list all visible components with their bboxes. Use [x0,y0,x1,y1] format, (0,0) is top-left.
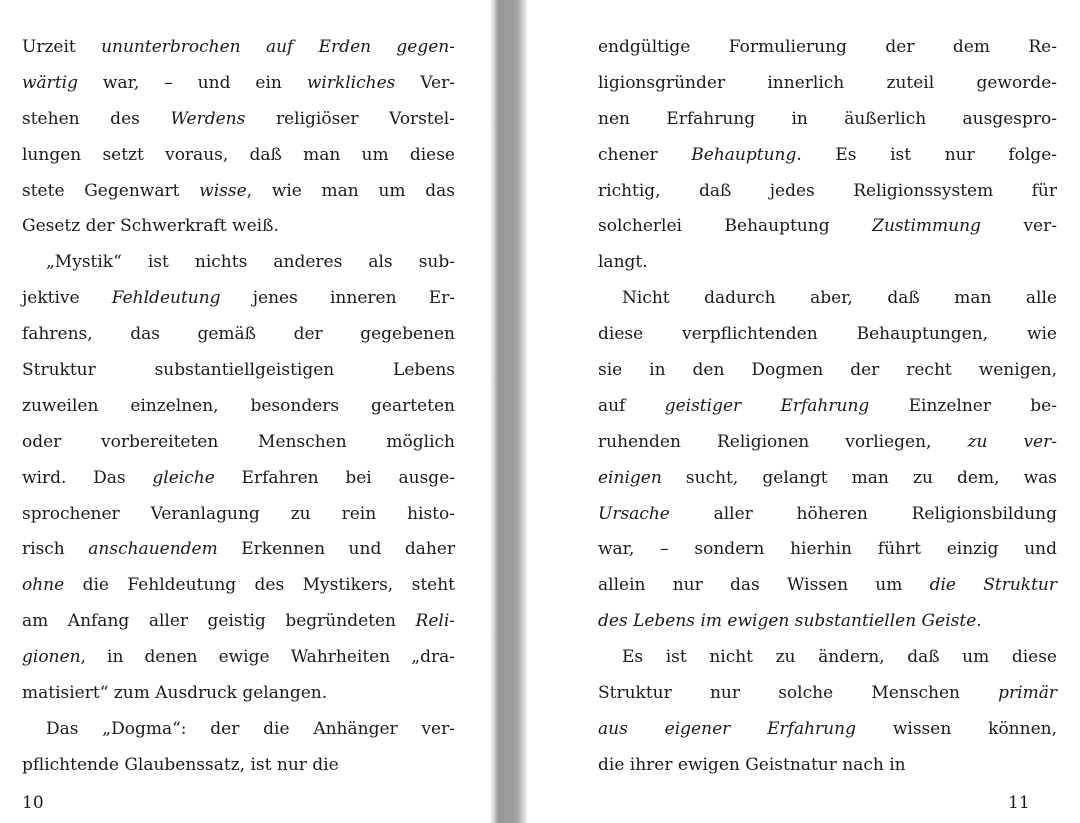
text-line [22,425,455,461]
text-run: , in denen ewige Wahrheiten „dra- [80,647,455,668]
text-run: diese verpflichtenden Behauptungen, wie [598,324,1057,345]
left-page-number: 10 [22,793,44,813]
text-line [22,102,455,138]
text-run: stehen des [22,108,171,129]
text-line [598,712,1057,748]
text-line [22,748,455,784]
text-run: religiöser Vorstel- [245,108,455,129]
text-run: Urzeit [22,37,102,57]
text-run: Gesetz der Schwerkraft weiß. [22,216,279,237]
text-line [598,66,1057,102]
text-run: wird. Das [22,467,153,488]
text-run: aller höheren Religionsbildung [669,503,1057,524]
emphasized-text: einigen [598,467,662,488]
text-line [22,676,455,712]
text-run: die Fehldeutung des Mystikers, steht [64,575,455,596]
left-page-body [22,30,455,784]
text-run: war, – sondern hierhin führt einzig und [598,539,1057,560]
text-line [22,317,455,353]
text-line [598,317,1057,353]
text-run: Es ist nicht zu ändern, daß um diese [622,647,1057,668]
text-run: langt. [598,252,648,273]
text-line [22,245,455,281]
emphasized-text: geistiger Erfahrung [664,395,870,416]
text-line [598,245,1057,281]
text-line [598,604,1057,640]
emphasized-text: ununterbrochen auf Erden gegen- [101,37,455,57]
text-line [598,353,1057,389]
text-run: sie in den Dogmen der recht wenigen, [598,360,1057,381]
text-run: solcherlei Behauptung [598,216,873,237]
text-line [598,425,1057,461]
emphasized-text: ohne [22,575,65,596]
left-page [0,0,490,823]
text-run: Struktur substantiellgeistigen Lebens [22,360,455,381]
text-run: Einzelner be- [869,395,1057,416]
text-line [22,640,455,676]
right-page-number: 11 [1008,793,1030,813]
text-run: Das „Dogma“: der die Anhänger ver- [46,718,455,739]
text-line [598,174,1057,210]
text-run: matisiert“ zum Ausdruck gelangen. [22,683,328,704]
text-run: die ihrer ewigen Geistnatur nach in [598,754,906,775]
emphasized-text: zu ver- [967,431,1057,452]
text-run: auf [598,395,665,416]
text-line [22,209,455,245]
text-run: lungen setzt voraus, daß man um diese [22,144,455,165]
text-line [598,676,1057,712]
text-line [22,712,455,748]
emphasized-text: die Struktur [929,575,1057,596]
emphasized-text: wirkliches [306,72,396,93]
book-gutter [490,0,527,823]
emphasized-text: primär [998,683,1057,704]
text-run: Erkennen und daher [217,539,455,560]
text-line [598,532,1057,568]
text-line [598,30,1057,66]
text-line [598,748,1057,784]
emphasized-text: Behauptung [691,144,797,165]
text-line [22,174,455,210]
text-run: ver- [980,216,1057,237]
text-line [22,281,455,317]
text-run: . [976,611,982,632]
text-line [22,138,455,174]
text-line [22,353,455,389]
text-line [22,66,455,102]
text-run: wissen können, [855,718,1057,739]
emphasized-text: Werdens [170,108,246,129]
text-line [22,604,455,640]
text-line [598,209,1057,245]
emphasized-text: Fehldeutung [111,288,221,309]
text-line [22,389,455,425]
text-run: zuweilen einzelnen, besonders gearteten [22,395,455,416]
text-run: ruhenden Religionen vorliegen, [598,431,968,452]
text-run: Ver- [395,72,455,93]
text-line [598,138,1057,174]
text-line [598,281,1057,317]
text-line [598,640,1057,676]
text-run: pflichtende Glaubenssatz, ist nur die [22,754,339,775]
text-run: . Es ist nur folge- [796,144,1057,165]
text-run: , wie man um das [246,180,455,201]
text-run: Nicht dadurch aber, daß man alle [622,288,1057,309]
text-run: ligionsgründer innerlich zuteil geworde- [598,72,1057,93]
emphasized-text: wärtig [22,72,78,93]
text-run: am Anfang aller geistig begründeten [22,611,416,632]
text-run: stete Gegenwart [22,180,200,201]
right-page-body [598,30,1057,784]
text-run: nen Erfahrung in äußerlich ausgespro- [598,108,1057,129]
text-line [598,461,1057,497]
text-run: „Mystik“ ist nichts anderes als sub- [46,252,455,273]
text-line [22,497,455,533]
text-line [22,568,455,604]
text-run: risch [22,539,89,560]
emphasized-text: Ursache [598,503,670,524]
right-page [527,0,1080,823]
text-run: oder vorbereiteten Menschen möglich [22,431,455,452]
emphasized-text: gleiche [152,467,215,488]
emphasized-text: aus eigener Erfahrung [598,718,856,739]
emphasized-text: Reli- [415,611,455,632]
text-line [598,568,1057,604]
text-run: Struktur nur solche Menschen [598,683,999,704]
emphasized-text: wisse [199,180,247,201]
text-run: richtig, daß jedes Religionssystem für [598,180,1057,201]
text-line [598,497,1057,533]
text-line [598,389,1057,425]
text-run: allein nur das Wissen um [598,575,930,596]
text-run: fahrens, das gemäß der gegebenen [22,324,455,345]
text-run: sucht, gelangt man zu dem, was [661,467,1057,488]
text-run: chener [598,144,692,165]
text-line [22,461,455,497]
text-run: jenes inneren Er- [220,288,455,309]
text-run: jektive [22,288,112,309]
text-line [22,30,455,66]
emphasized-text: gionen [22,647,81,668]
emphasized-text: anschauendem [88,539,218,560]
text-line [598,102,1057,138]
text-run: war, – und ein [77,72,307,93]
emphasized-text: des Lebens im ewigen substantiellen Geiste [598,611,977,632]
text-run: sprochener Veranlagung zu rein histo- [22,503,455,524]
text-line [22,532,455,568]
emphasized-text: Zustimmung [872,216,981,237]
text-run: Erfahren bei ausge- [214,467,455,488]
text-run: endgültige Formulierung der dem Re- [598,37,1057,57]
